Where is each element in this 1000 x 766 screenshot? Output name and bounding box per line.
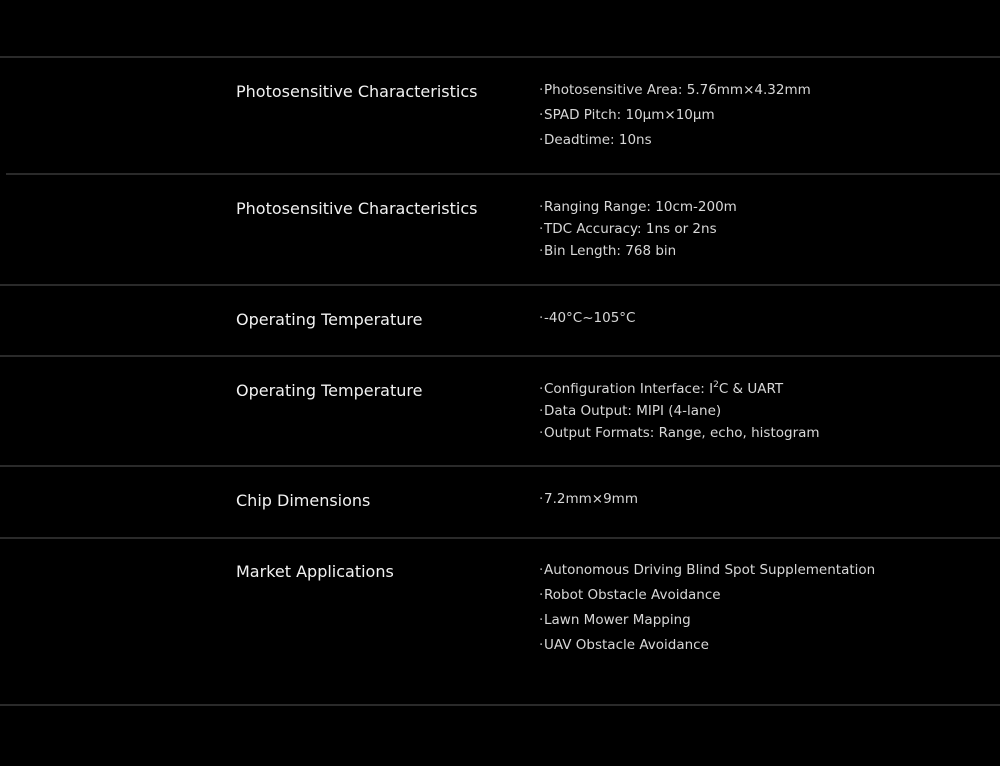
spec-label-photosensitive-2: Photosensitive Characteristics — [236, 199, 478, 218]
spec-value: ·Output Formats: Range, echo, histogram — [539, 422, 820, 444]
spec-value: ·Ranging Range: 10cm-200m — [539, 196, 737, 218]
bullet-icon: · — [539, 107, 544, 123]
spec-value: ·-40°C~105°C — [539, 307, 635, 329]
bullet-icon: · — [539, 637, 544, 653]
spec-value: ·Configuration Interface: $I^2C$ & UART — [539, 378, 820, 400]
bullet-icon: · — [539, 221, 544, 237]
bullet-icon: · — [539, 587, 544, 603]
bullet-icon: · — [539, 310, 544, 326]
spec-value: ·Bin Length: 768 bin — [539, 240, 737, 262]
row-divider — [0, 284, 1000, 286]
spec-label-operating-temperature-1: Operating Temperature — [236, 310, 423, 329]
row-divider — [6, 173, 1000, 175]
spec-value: ·Robot Obstacle Avoidance — [539, 583, 875, 608]
spec-value: ·Data Output: MIPI (4-lane) — [539, 400, 820, 422]
spec-label-market-applications: Market Applications — [236, 562, 394, 581]
spec-value: ·7.2mm×9mm — [539, 488, 638, 510]
spec-label-photosensitive-1: Photosensitive Characteristics — [236, 82, 478, 101]
spec-values-operating-temperature-2 — [539, 378, 820, 444]
row-divider — [0, 537, 1000, 539]
spec-value: ·SPAD Pitch: 10μm×10μm — [539, 103, 811, 128]
spec-values-photosensitive-2 — [539, 196, 737, 262]
bullet-icon: · — [539, 82, 544, 98]
row-divider — [0, 355, 1000, 357]
spec-value: ·Photosensitive Area: 5.76mm×4.32mm — [539, 78, 811, 103]
row-divider — [0, 56, 1000, 58]
row-divider — [0, 465, 1000, 467]
bullet-icon: · — [539, 612, 544, 628]
bullet-icon: · — [539, 243, 544, 259]
row-divider — [0, 704, 1000, 706]
bullet-icon: · — [539, 425, 544, 441]
bullet-icon: · — [539, 199, 544, 215]
spec-value: ·Autonomous Driving Blind Spot Supplementation — [539, 558, 875, 583]
spec-label-chip-dimensions: Chip Dimensions — [236, 491, 371, 510]
spec-label-operating-temperature-2: Operating Temperature — [236, 381, 423, 400]
spec-values-operating-temperature-1 — [539, 307, 635, 329]
spec-values-chip-dimensions — [539, 488, 638, 510]
bullet-icon: · — [539, 132, 544, 148]
spec-value: ·UAV Obstacle Avoidance — [539, 633, 875, 658]
spec-value: ·Lawn Mower Mapping — [539, 608, 875, 633]
spec-value: ·Deadtime: 10ns — [539, 128, 811, 153]
spec-values-photosensitive-1 — [539, 78, 811, 153]
bullet-icon: · — [539, 562, 544, 578]
bullet-icon: · — [539, 491, 544, 507]
spec-values-market-applications — [539, 558, 875, 658]
bullet-icon: · — [539, 403, 544, 419]
bullet-icon: · — [539, 381, 544, 397]
spec-value: ·TDC Accuracy: 1ns or 2ns — [539, 218, 737, 240]
